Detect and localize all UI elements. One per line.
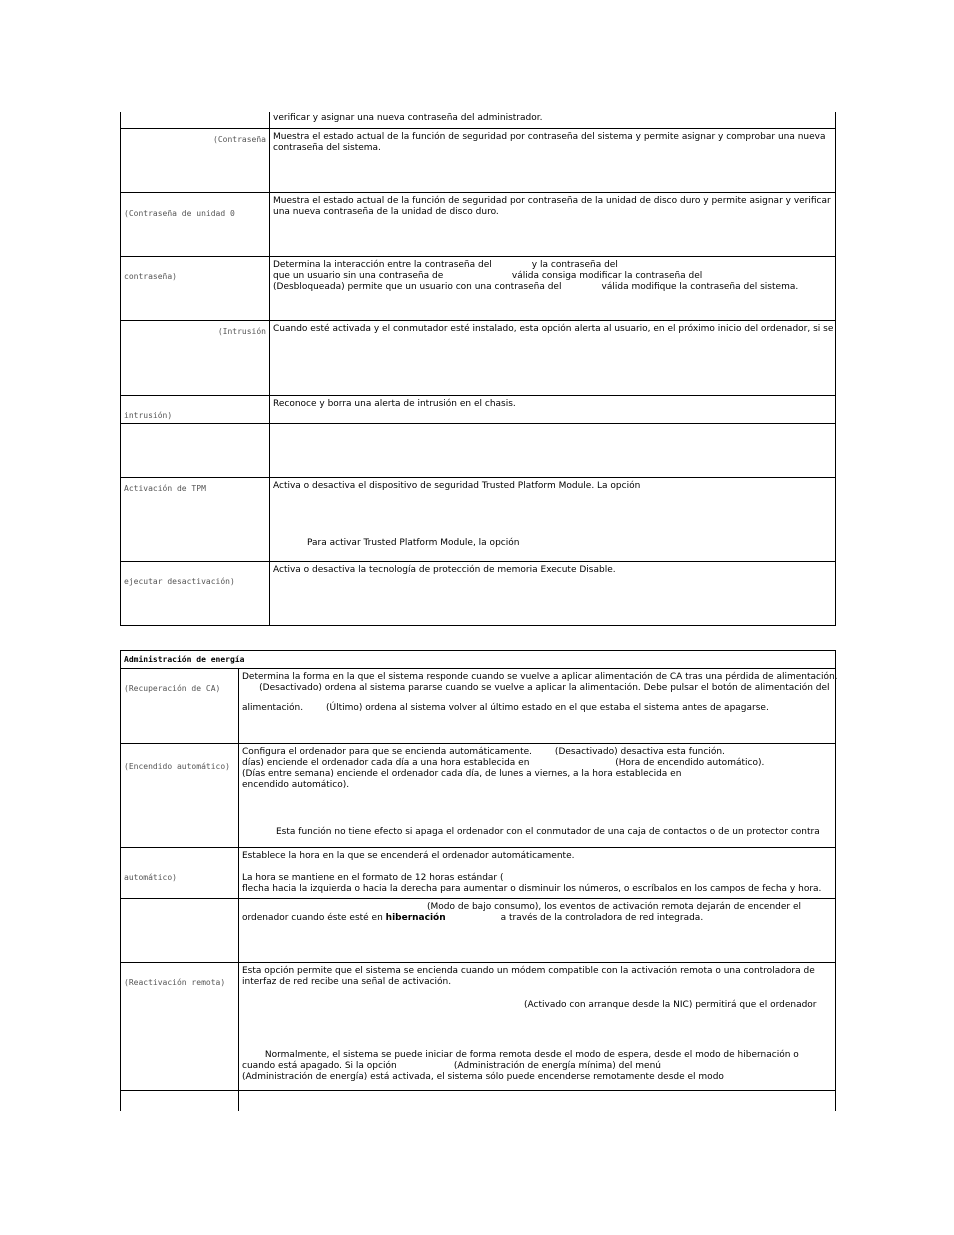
setting-description: Determina la interacción entre la contraseña del y la contraseña del que un usuario sin una contraseña de válida consiga modificar la contraseña del (Desbloqueada) permite que un usuario con una contraseña del válida modifique la contraseña del sistema. xyxy=(270,256,836,320)
table-row xyxy=(121,320,836,395)
table-row xyxy=(121,744,836,848)
table-row xyxy=(121,848,836,899)
setting-label: ejecutar desactivación) xyxy=(121,561,270,625)
table-row xyxy=(121,1091,836,1111)
setting-description: Activa o desactiva el dispositivo de seguridad Trusted Platform Module. La opción Para activar Trusted Platform Module, la opción xyxy=(270,477,836,561)
table-row xyxy=(121,256,836,320)
setting-label: intrusión) xyxy=(121,395,270,423)
setting-description: Determina la forma en la que el sistema responde cuando se vuelve a aplicar alimentación de CA tras una pérdida de alimentación. (Desactivado) ordena al sistema pararse cuando se vuelve a aplicar la alimentación. Debe pulsar el botón de alimentación del alimentación. (Último) ordena al sistema volver al último estado en el que estaba el sistema antes de apagarse. xyxy=(239,669,836,744)
setting-label: (Contraseña xyxy=(121,128,270,192)
table-row xyxy=(121,128,836,192)
security-settings-table xyxy=(120,112,836,626)
table-row xyxy=(121,963,836,1091)
setting-label: (Intrusión xyxy=(121,320,270,395)
table-row xyxy=(121,112,836,128)
setting-label xyxy=(121,112,270,128)
setting-label: automático) xyxy=(121,848,239,899)
setting-label xyxy=(121,1091,239,1111)
setting-description: Reconoce y borra una alerta de intrusión en el chasis. xyxy=(270,395,836,423)
setting-description xyxy=(239,1091,836,1111)
table-row xyxy=(121,423,836,477)
setting-label: Activación de TPM xyxy=(121,477,270,561)
setting-label xyxy=(121,899,239,963)
setting-description: Muestra el estado actual de la función de seguridad por contraseña de la unidad de disco duro y permite asignar y verificar una nueva contraseña de la unidad de disco duro. xyxy=(270,192,836,256)
table-row xyxy=(121,192,836,256)
table-row xyxy=(121,561,836,625)
setting-description xyxy=(270,423,836,477)
setting-description: (Modo de bajo consumo), los eventos de activación remota dejarán de encender el ordenador cuando éste esté en hibernación a través de la controladora de red integrada. xyxy=(239,899,836,963)
setting-description: Cuando esté activada y el conmutador esté instalado, esta opción alerta al usuario, en el próximo inicio del ordenador, si se xyxy=(270,320,836,395)
power-management-table xyxy=(120,650,836,1111)
table-row xyxy=(121,669,836,744)
setting-label: contraseña) xyxy=(121,256,270,320)
setting-description: Configura el ordenador para que se encienda automáticamente. (Desactivado) desactiva esta función. días) enciende el ordenador cada día a una hora establecida en (Hora de encendido automático). (Días entre semana) enciende el ordenador cada día, de lunes a viernes, a la hora establecida en encendido automático). Esta función no tiene efecto si apaga el ordenador con el conmutador de una caja de contactos o de un protector contra xyxy=(239,744,836,848)
setting-description: verificar y asignar una nueva contraseña del administrador. xyxy=(270,112,836,128)
setting-label: (Reactivación remota) xyxy=(121,963,239,1091)
table-header-row xyxy=(121,651,836,669)
setting-label: (Contraseña de unidad 0 xyxy=(121,192,270,256)
setting-description: Establece la hora en la que se encenderá el ordenador automáticamente. La hora se mantiene en el formato de 12 horas estándar ( flecha hacia la izquierda o hacia la derecha para aumentar o disminuir los números, o escríbalos en los campos de fecha y hora. xyxy=(239,848,836,899)
setting-label xyxy=(121,423,270,477)
setting-label: (Encendido automático) xyxy=(121,744,239,848)
table-row xyxy=(121,899,836,963)
setting-label: (Recuperación de CA) xyxy=(121,669,239,744)
table-row xyxy=(121,395,836,423)
setting-description: Esta opción permite que el sistema se encienda cuando un módem compatible con la activación remota o una controladora de interfaz de red recibe una señal de activación. (Activado con arranque desde la NIC) permitirá que el ordenador Normalmente, el sistema se puede iniciar de forma remota desde el modo de espera, desde el modo de hibernación o cuando está apagado. Si la opción (Administración de energía mínima) del menú (Administración de energía) está activada, el sistema sólo puede encenderse remotamente desde el modo xyxy=(239,963,836,1091)
setting-description: Muestra el estado actual de la función de seguridad por contraseña del sistema y permite asignar y comprobar una nueva contraseña del sistema. xyxy=(270,128,836,192)
section-header: Administración de energía xyxy=(121,651,836,669)
setting-description: Activa o desactiva la tecnología de protección de memoria Execute Disable. xyxy=(270,561,836,625)
table-row xyxy=(121,477,836,561)
